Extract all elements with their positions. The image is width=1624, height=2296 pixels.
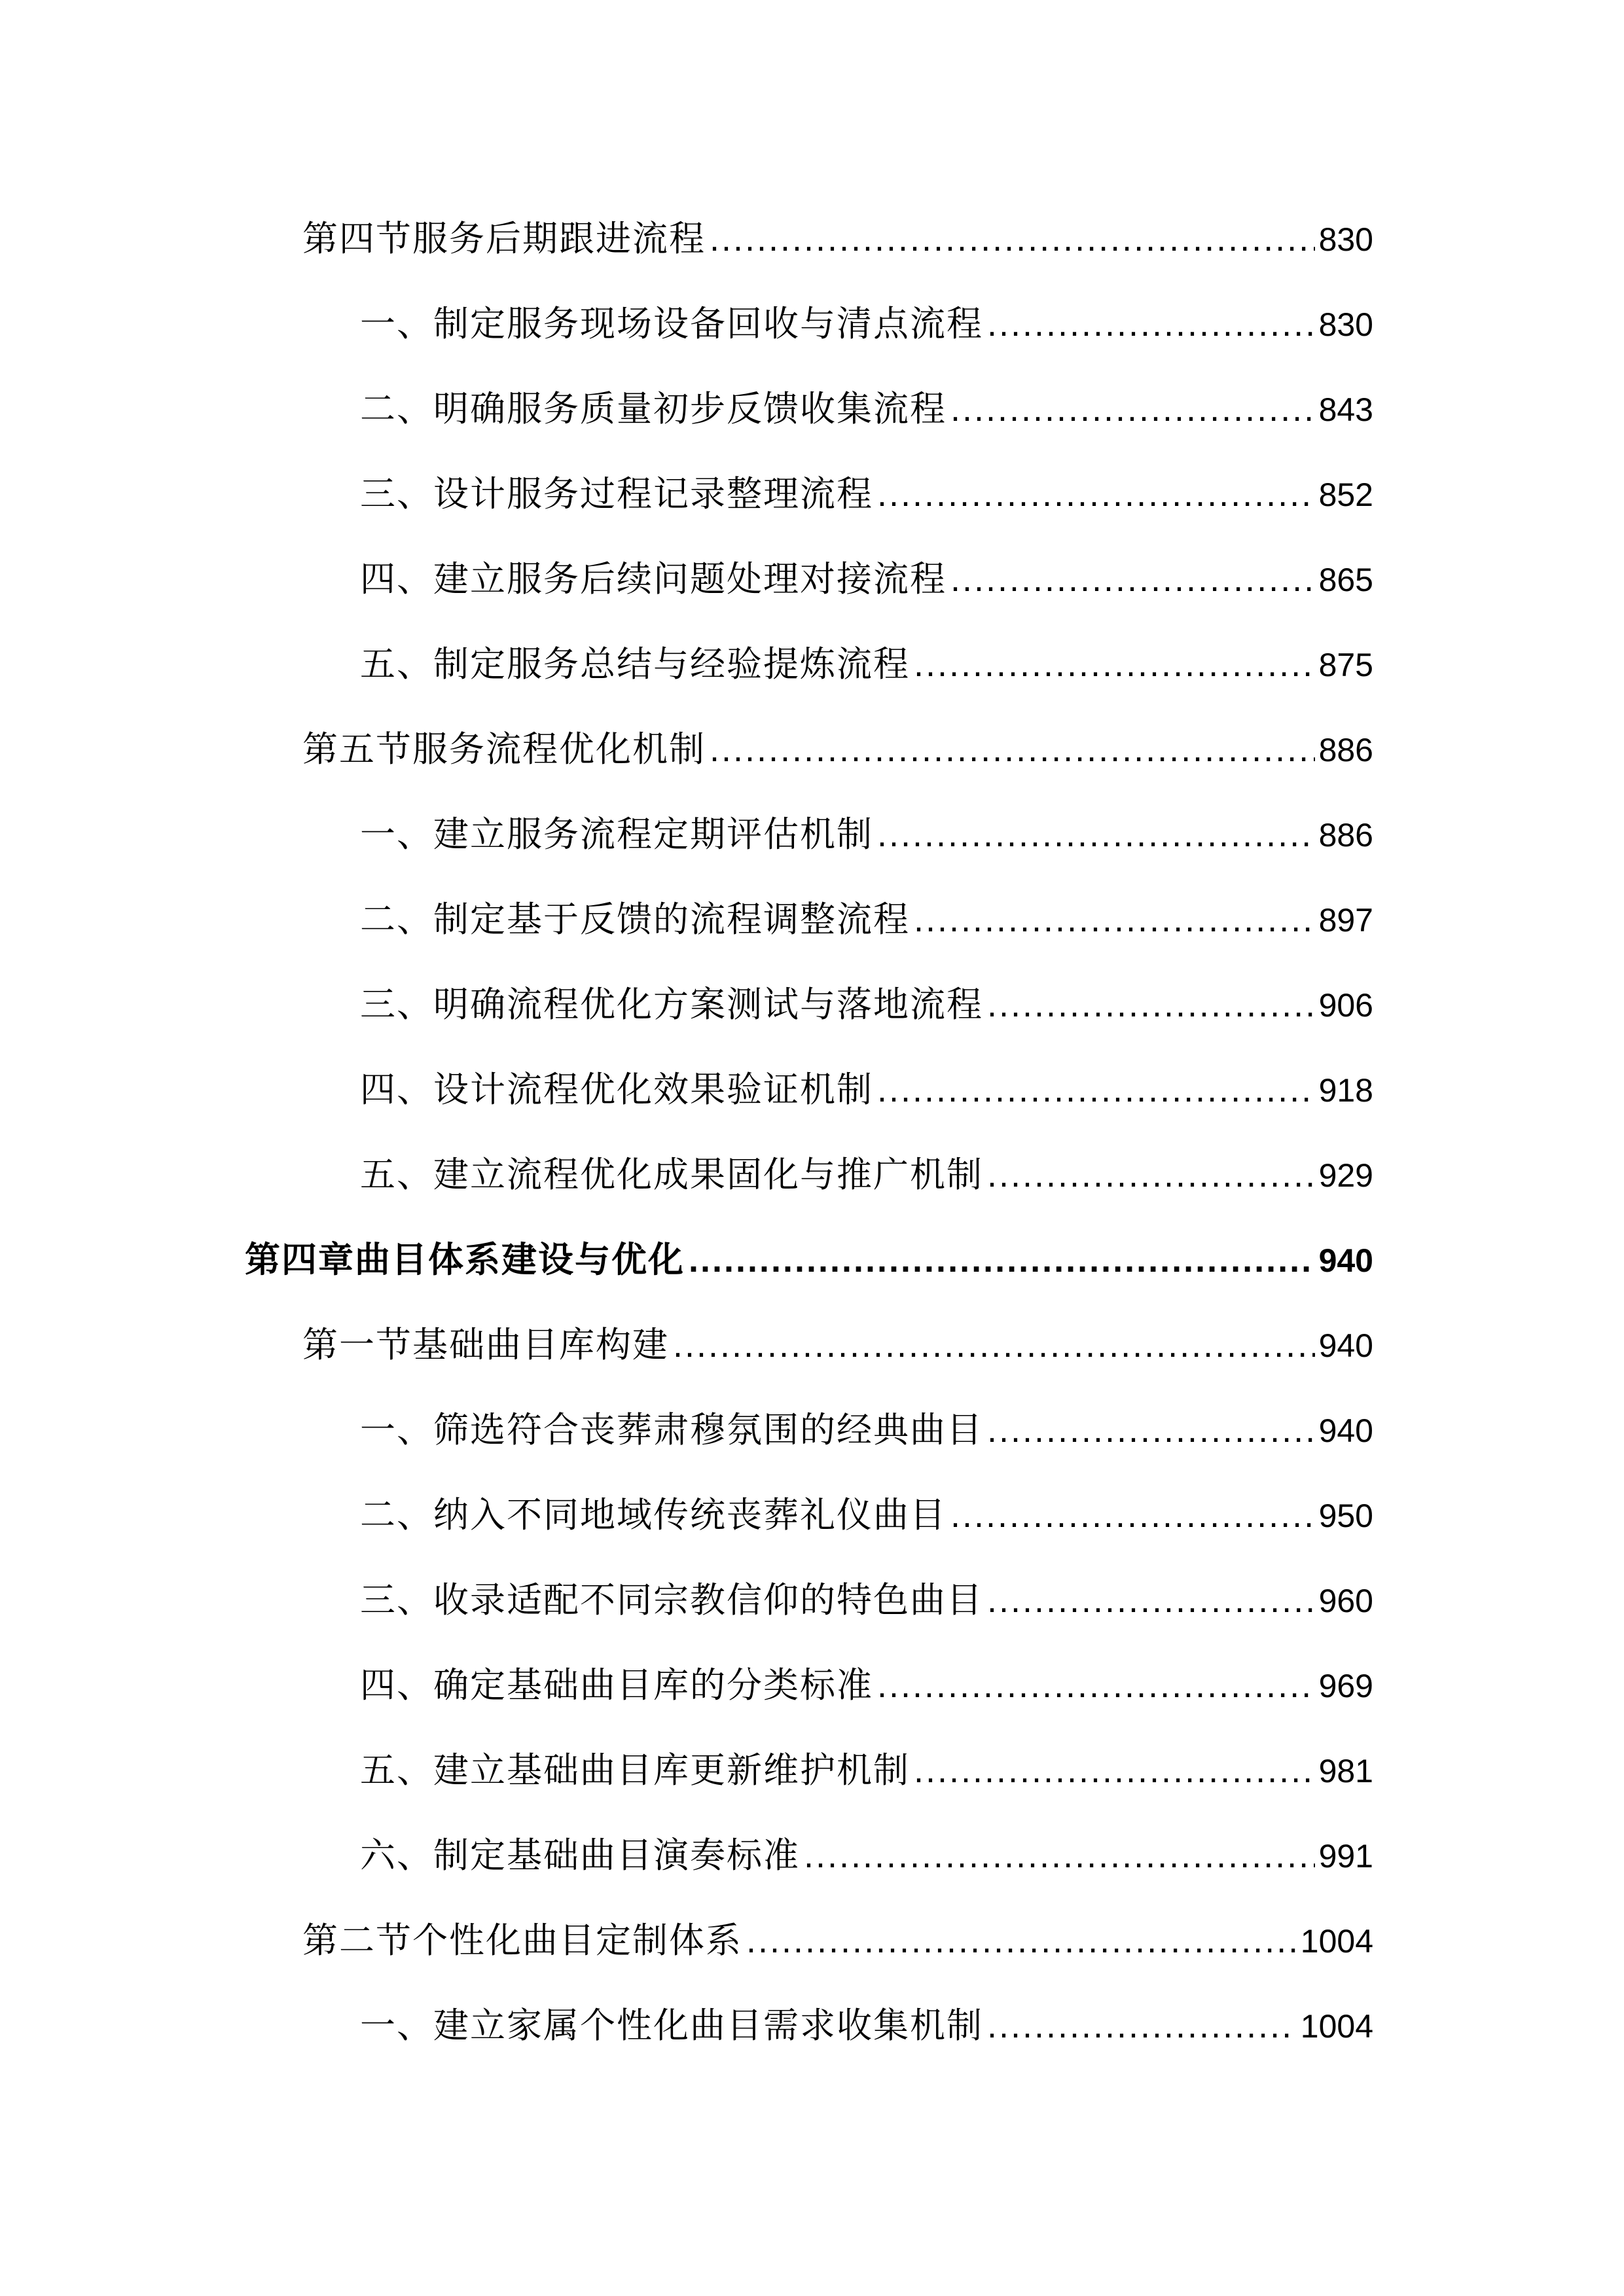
toc-entry-section[interactable]	[302, 1319, 1373, 1371]
toc-dot-leader	[673, 1319, 1315, 1371]
toc-page-number: 1004	[1300, 1923, 1373, 1960]
toc-entry-item[interactable]	[360, 383, 1373, 435]
toc-entry-item[interactable]	[360, 808, 1373, 861]
toc-dot-leader	[877, 468, 1315, 520]
toc-entry-title: 四、建立服务后续问题处理对接流程	[360, 558, 947, 600]
toc-entry-title: 第四章曲目体系建设与优化	[245, 1239, 685, 1280]
toc-entry-title: 三、明确流程优化方案测试与落地流程	[360, 984, 983, 1025]
toc-page-number: 991	[1318, 1838, 1373, 1874]
toc-entry-item[interactable]	[360, 1574, 1373, 1626]
toc-entry-title: 五、建立基础曲目库更新维护机制	[360, 1749, 910, 1791]
toc-entry-item[interactable]	[360, 1064, 1373, 1116]
toc-page-number: 865	[1318, 562, 1373, 598]
toc-page-number: 843	[1318, 391, 1373, 428]
toc-page-number: 875	[1318, 647, 1373, 683]
toc-page-number: 929	[1318, 1157, 1373, 1194]
toc-dot-leader	[804, 1829, 1315, 1882]
toc-dot-leader	[877, 1064, 1315, 1116]
toc-dot-leader	[914, 893, 1315, 946]
toc-page-number: 886	[1318, 732, 1373, 768]
toc-entry-section[interactable]	[302, 1914, 1373, 1967]
toc-dot-leader	[987, 298, 1315, 350]
toc-entry-title: 三、收录适配不同宗教信仰的特色曲目	[360, 1579, 983, 1621]
toc-entry-title: 五、制定服务总结与经验提炼流程	[360, 643, 910, 685]
toc-entry-item[interactable]	[360, 638, 1373, 691]
toc-entry-title: 一、建立服务流程定期评估机制	[360, 814, 873, 855]
toc-dot-leader	[914, 638, 1315, 691]
toc-entry-section[interactable]	[302, 213, 1373, 265]
toc-dot-leader	[987, 1404, 1315, 1456]
toc-entry-title: 第四节服务后期跟进流程	[302, 218, 706, 259]
toc-entry-item[interactable]	[360, 468, 1373, 520]
toc-dot-leader	[710, 213, 1315, 265]
toc-page-number: 981	[1318, 1753, 1373, 1789]
toc-page-number: 950	[1318, 1498, 1373, 1534]
toc-page-number: 960	[1318, 1583, 1373, 1619]
toc-entry-title: 一、建立家属个性化曲目需求收集机制	[360, 2005, 983, 2046]
toc-entry-item[interactable]	[360, 1404, 1373, 1456]
toc-entry-item[interactable]	[360, 298, 1373, 350]
toc-dot-leader	[877, 1659, 1315, 1712]
toc-dot-leader	[987, 2000, 1297, 2052]
toc-entry-title: 五、建立流程优化成果固化与推广机制	[360, 1154, 983, 1195]
toc-page-number: 1004	[1300, 2008, 1373, 2045]
toc-entry-title: 四、设计流程优化效果验证机制	[360, 1069, 873, 1110]
toc-page-number: 906	[1318, 987, 1373, 1024]
toc-entry-item[interactable]	[360, 1489, 1373, 1541]
toc-dot-leader	[710, 723, 1315, 776]
toc-dot-leader	[987, 978, 1315, 1031]
toc-page-number: 897	[1318, 902, 1373, 939]
toc-page-number: 918	[1318, 1072, 1373, 1109]
toc-page-number: 886	[1318, 817, 1373, 853]
toc-entry-item[interactable]	[360, 2000, 1373, 2052]
toc-dot-leader	[689, 1234, 1315, 1286]
toc-entry-title: 二、制定基于反馈的流程调整流程	[360, 899, 910, 940]
toc-entry-item[interactable]	[360, 553, 1373, 605]
toc-entry-title: 六、制定基础曲目演奏标准	[360, 1835, 800, 1876]
toc-entry-item[interactable]	[360, 1744, 1373, 1797]
toc-dot-leader	[877, 808, 1315, 861]
toc-dot-leader	[950, 553, 1315, 605]
toc-entry-title: 一、筛选符合丧葬肃穆氛围的经典曲目	[360, 1409, 983, 1450]
toc-entry-title: 第二节个性化曲目定制体系	[302, 1920, 742, 1961]
toc-entry-title: 第一节基础曲目库构建	[302, 1324, 669, 1365]
toc-entry-chapter[interactable]	[245, 1234, 1373, 1286]
toc-entry-title: 第五节服务流程优化机制	[302, 728, 706, 770]
toc-dot-leader	[987, 1149, 1315, 1201]
toc-page-number: 830	[1318, 221, 1373, 258]
toc-entry-item[interactable]	[360, 1659, 1373, 1712]
toc-dot-leader	[950, 383, 1315, 435]
toc-entry-item[interactable]	[360, 978, 1373, 1031]
toc-page-number: 940	[1318, 1242, 1373, 1279]
toc-entry-item[interactable]	[360, 893, 1373, 946]
toc-page-number: 940	[1318, 1412, 1373, 1449]
toc-dot-leader	[987, 1574, 1315, 1626]
toc-entry-title: 二、纳入不同地域传统丧葬礼仪曲目	[360, 1494, 947, 1535]
toc-page-number: 940	[1318, 1327, 1373, 1364]
toc-page-number: 852	[1318, 476, 1373, 513]
toc-page-number: 830	[1318, 306, 1373, 343]
toc-dot-leader	[950, 1489, 1315, 1541]
toc-entry-section[interactable]	[302, 723, 1373, 776]
toc-entry-item[interactable]	[360, 1829, 1373, 1882]
toc-entry-title: 一、制定服务现场设备回收与清点流程	[360, 303, 983, 344]
toc-entry-title: 二、明确服务质量初步反馈收集流程	[360, 388, 947, 429]
toc-entry-item[interactable]	[360, 1149, 1373, 1201]
toc-entry-title: 三、设计服务过程记录整理流程	[360, 473, 873, 514]
toc-entry-title: 四、确定基础曲目库的分类标准	[360, 1664, 873, 1706]
toc-dot-leader	[746, 1914, 1297, 1967]
toc-dot-leader	[914, 1744, 1315, 1797]
toc-page-number: 969	[1318, 1668, 1373, 1704]
